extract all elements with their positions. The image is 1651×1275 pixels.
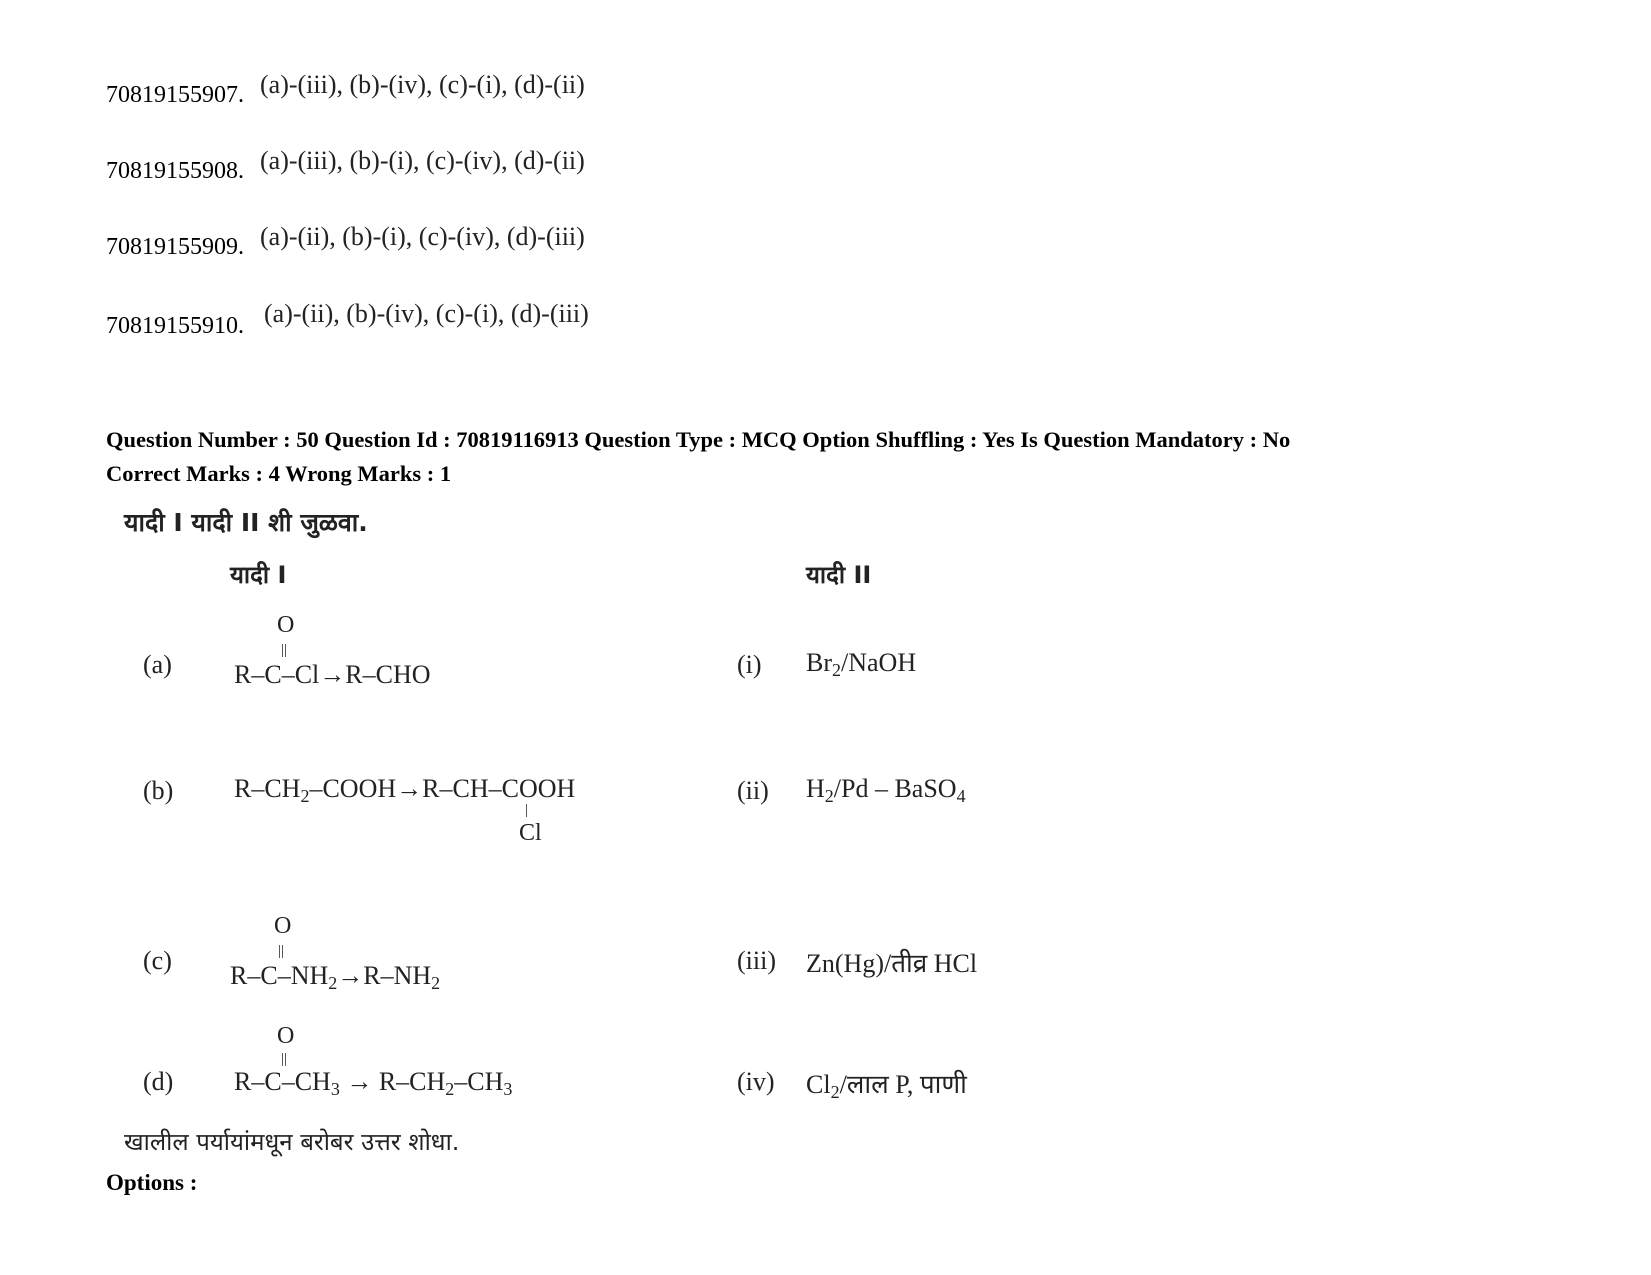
option-text: (a)-(ii), (b)-(iv), (c)-(i), (d)-(iii) [264, 299, 589, 328]
label-iii: (iii) [737, 946, 776, 975]
label-d: (d) [143, 1067, 174, 1096]
option-id: 70819155908. [106, 158, 244, 184]
option-text: (a)-(iii), (b)-(iv), (c)-(i), (d)-(ii) [260, 70, 585, 99]
carbonyl-oxygen: O [274, 913, 292, 939]
option-text: (a)-(ii), (b)-(i), (c)-(iv), (d)-(iii) [260, 222, 585, 251]
chlorine-substituent: Cl [519, 820, 542, 846]
label-iv: (iv) [737, 1067, 775, 1096]
reagent-iii: Zn(Hg)/तीव्र HCl [806, 949, 978, 978]
reaction-a: O || R–C–Cl→R–CHO [234, 612, 431, 689]
option-id: 70819155910. [106, 313, 244, 339]
double-bond: || [281, 642, 288, 658]
list1-heading: यादी I [230, 561, 287, 589]
question-instruction: यादी I यादी II शी जुळवा. [124, 508, 368, 537]
question-header: Question Number : 50 Question Id : 70819116913 Question Type : MCQ Option Shuffling : Yes Is Question Mandatory : No [106, 427, 1291, 452]
reagent-iv: $Cl_2/लाल$ P, पाणी [806, 1070, 967, 1102]
options-label: Options : [106, 1170, 198, 1195]
double-bond: || [278, 943, 285, 959]
label-c: (c) [143, 946, 172, 975]
reaction-b: $R-CH_2-COOH\to R-CH$–COOH | Cl [234, 774, 576, 846]
label-b: (b) [143, 776, 174, 805]
list2-heading: यादी II [806, 561, 872, 589]
option-id: 70819155907. [106, 82, 244, 108]
label-a: (a) [143, 650, 172, 679]
reaction-d: O || $R-C-CH_3 \to R-CH_2-CH_3$ [234, 1023, 513, 1099]
option-id: 70819155909. [106, 234, 244, 260]
reaction-c: O || $R-C-NH_2\to R-NH_2$ [230, 913, 441, 993]
option-text: (a)-(iii), (b)-(i), (c)-(iv), (d)-(ii) [260, 146, 585, 175]
single-bond: | [525, 802, 529, 818]
carbonyl-oxygen: O [277, 612, 295, 638]
carbonyl-oxygen: O [277, 1023, 295, 1049]
reagent-ii: $H_2/Pd$ – BaSO$_4$ [806, 774, 966, 806]
double-bond: || [281, 1051, 288, 1067]
label-ii: (ii) [737, 776, 769, 805]
answer-instruction: खालील पर्यायांमधून बरोबर उत्तर शोधा. [124, 1128, 460, 1156]
reagent-i: $Br_2$/NaOH [806, 648, 917, 680]
marks-line: Correct Marks : 4 Wrong Marks : 1 [106, 461, 452, 486]
label-i: (i) [737, 650, 762, 679]
